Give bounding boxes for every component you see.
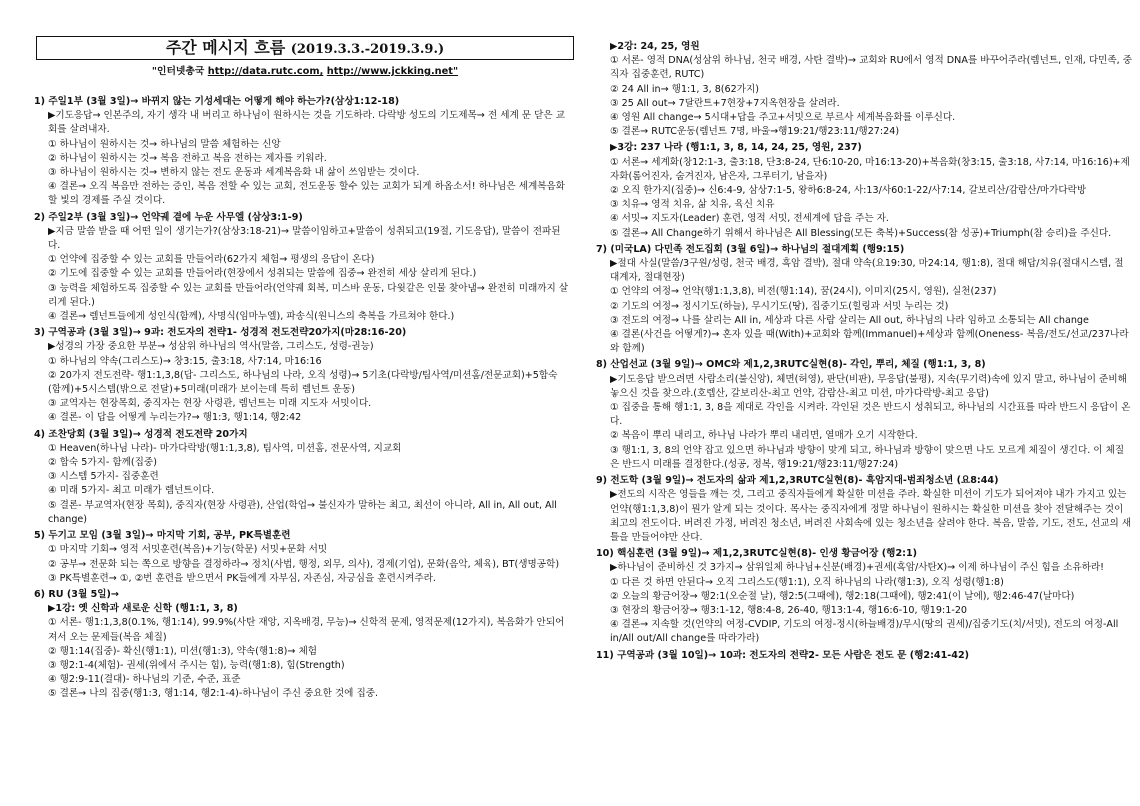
list-item: ② 오늘의 황금어장→ 행2:1(오순절 날), 행2:5(그때에), 행2:18(그때에), 행2:41(이 날에), 행2:46-47(날마다)	[610, 590, 1075, 602]
list-item: ② 기도의 여정→ 정시기도(하늘), 무시기도(땅), 집중기도(힐링과 서밋 누리는 것)	[610, 300, 949, 312]
section	[596, 141, 1132, 240]
list-item: ④ 서밋→ 지도자(Leader) 훈련, 영적 서밋, 전세계에 답을 주는 자.	[610, 213, 889, 225]
list-item: ① 다른 것 하면 안된다→ 오직 그리스도(행1:1), 오직 하나님의 나라(행1:3), 오직 성령(행1:8)	[610, 576, 1004, 588]
page-title: 주간 메시지 흐름	[165, 38, 286, 57]
list-item: ② 오직 한가지(집중)→ 신6:4-9, 삼상7:1-5, 왕하6:8-24, 사:13/사60:1-22/사7:14, 갈보리산/감람산/마가다락방	[610, 185, 1087, 197]
subsection-heading: ▶3강: 237 나라 (행1:1, 3, 8, 14, 24, 25, 영원, 237)	[610, 142, 862, 154]
section-heading: 4) 조찬당회 (3월 3일)→ 성경적 전도전략 20가지	[34, 428, 248, 440]
list-item: ① 서론→ 세계화(창12:1-3, 출3:18, 단3:8-24, 단6:10-20, 마16:13-20)+복음화(창3:15, 출3:18, 사7:14, 마16:16)+제자화(롬어진자, 숨겨진자, 남은자, 그루터기, 남을자)	[610, 156, 1130, 182]
list-item: ⑤ 결론- 부교역자(현장 목회), 중직자(현장 사령관), 산업(학업→ 불신자가 말하는 최고, 최선이 아니라, All in, All out, All change)	[48, 499, 557, 525]
list-item: ④ 결론- 이 답을 어떻게 누리는가?→ 행1:3, 행1:14, 행2:42	[48, 412, 302, 424]
list-item: ④ 영원 All change→ 5시대+답을 주고+서밋으로 부르사 세계복음화를 이루신다.	[610, 112, 956, 124]
list-item: ② 하나님이 원하시는 것→ 복음 전하고 복음 전하는 제자를 키워라.	[48, 152, 327, 164]
site-link-jckking[interactable]: http://www.jckking.net"	[326, 66, 459, 77]
list-item: ② 기도에 집중할 수 있는 교회를 만들어라(현장에서 성취되는 말씀에 집중→ 완전히 세상 살리게 된다.)	[48, 268, 477, 280]
section-paragraph: ▶전도의 시작은 영들을 깨는 것, 그리고 중직자들에게 확실한 미션을 주라. 확실한 미션이 기도가 되어져야 내가 가지고 있는 언약(행1:1,3,8)이 뭔가 알게 되는 것이다. 목사는 중직자에게 정말 하나님이 원하시는 확실한 미션을 찾아 전달해주는 것이 최고의 전도이다. 버려진 가정, 버려진 청소년, 버려진 사회속에 있는 청소년을 살려야 한다. 복음, 말씀, 기도, 전도, 선교의 새틀을 만들어야만 산다.	[610, 489, 1132, 543]
section-heading: 8) 산업선교 (3월 9일)→ OMC와 제1,2,3RUTC실현(8)- 각인, 뿌리, 체질 (행1:1, 3, 8)	[596, 359, 986, 371]
list-item: ③ 행2:1-4(체험)- 권세(위에서 주시는 힘), 능력(행1:8), 힘(Strength)	[48, 659, 345, 671]
left-column	[34, 93, 570, 702]
site-links	[36, 63, 574, 77]
section	[596, 243, 1132, 357]
section-heading: 2) 주일2부 (3월 3일)→ 언약궤 곁에 누운 사무엘 (삼상3:1-9)	[34, 211, 303, 223]
list-item: ② 합숙 5가지- 함께(집중)	[48, 457, 157, 469]
list-item: ④ 결론→ 지속할 것(언약의 여정-CVDIP, 기도의 여정-정시(하늘배경)/무시(땅의 권세)/집중기도(치/서밋), 전도의 여정-All in/All out/All change를 따라가라)	[610, 619, 1119, 645]
section-heading: 6) RU (3월 5일)→	[34, 588, 119, 600]
list-item: ⑤ 결론→ All Change하기 위해서 하나님은 All Blessing(모든 축복)+Success(참 성공)+Triumph(참 승리)을 주신다.	[610, 227, 1112, 239]
section-paragraph: ▶성경의 가장 중요한 부분→ 성삼위 하나님의 역사(말씀, 그리스도, 성령-권능)	[48, 341, 374, 353]
list-item: ① Heaven(하나님 나라)- 마가다락방(행1:1,3,8), 팀사역, 미션홈, 전문사역, 지교회	[48, 442, 402, 454]
list-item: ① 서론- 영적 DNA(성삼위 하나님, 천국 배경, 사탄 결박)→ 교회와 RU에서 영적 DNA를 바꾸어주라(렘넌트, 인재, 다민족, 중직자 집중훈련, RUTC)	[610, 55, 1133, 81]
list-item: ③ 치유→ 영적 치유, 삶 치유, 육신 치유	[610, 199, 775, 211]
list-item: ① 하나님이 원하시는 것→ 하나님의 말씀 체험하는 신앙	[48, 138, 281, 150]
section-heading: 1) 주일1부 (3월 3일)→ 바뀌지 않는 기성세대는 어떻게 해야 하는가?(삼상1:12-18)	[34, 96, 400, 107]
list-item: ③ 현장의 황금어장→ 행3:1-12, 행8:4-8, 26-40, 행13:1-4, 행16:6-10, 행19:1-20	[610, 604, 968, 616]
section-paragraph: ▶기도응답→ 인본주의, 자기 생각 내 버리고 하나님이 원하시는 것을 기도하라. 다락방 성도의 기도제목→ 전 세계 문 닫은 교회를 살려내자.	[48, 110, 565, 136]
list-item: ② 복음이 뿌리 내리고, 하나님 나라가 뿌리 내리면, 열매가 오기 시작한다.	[610, 430, 918, 442]
list-item: ① 언약의 여정→ 언약(행1:1,3,8), 비전(행1:14), 꿈(24시), 이미지(25시, 영원), 실천(237)	[610, 286, 997, 298]
section	[34, 211, 570, 325]
list-item: ① 서론- 행1:1,3,8(0.1%, 행1:14), 99.9%(사탄 재앙, 지옥배경, 무능)→ 신학적 문제, 영적문제(12가지), 복음화가 안되어져서 오는 문제들(복음 체질)	[48, 617, 565, 643]
section	[596, 649, 1132, 663]
section	[34, 326, 570, 425]
list-item: ④ 결론→ 오직 복음만 전하는 증인, 복음 전할 수 있는 교회, 전도운동 할수 있는 교회가 되게 하옵소서! 하나님은 세계복음화 할 빛의 경제를 주실 것이다.	[48, 181, 566, 207]
section-paragraph: ▶하나님이 준비하신 것 3가지→ 삼위일체 하나님+신분(배경)+권세(흑암/사탄X)→ 이제 하나님이 주신 힘을 소유하라!	[610, 562, 1104, 574]
list-item: ③ 전도의 여정→ 나를 살리는 All in, 세상과 다른 사람 살리는 All out, 하나님의 나라 임하고 소통되는 All change	[610, 314, 1089, 326]
right-column	[596, 38, 1132, 663]
section	[596, 358, 1132, 472]
section	[596, 547, 1132, 646]
list-item: ② 20가지 전도전략- 행1:1,3,8(답- 그리스도, 하나님의 나라, 오직 성령)→ 5기초(다락방/팀사역/미션홈/전문교회)+5합숙(함께)+5시스템(밖으로 전달)+5미래(미래가 보이는데 특히 렘넌트 운동)	[48, 369, 558, 396]
list-item: ③ PK특별훈련→ ①, ②번 훈련을 받으면서 PK들에게 자부심, 자존심, 자긍심을 훈련시켜주라.	[48, 572, 436, 584]
section	[34, 588, 570, 702]
section-paragraph: ▶절대 사실(말씀/3구원/성령, 천국 배경, 흑암 결박), 절대 약속(요19:30, 마24:14, 행1:8), 절대 해답/치유(절대시스템, 절대계자, 절대현장)	[610, 258, 1124, 284]
section	[34, 428, 570, 527]
section-heading: 9) 전도학 (3월 9일)→ 전도자의 삶과 제1,2,3RUTC실현(8)- 흑암지대-범죄청소년 (요8:44)	[596, 475, 999, 487]
list-item: ③ 하나님이 원하시는 것→ 변하지 않는 전도 운동과 세계복음화 내 삶이 쓰임받는 것이다.	[48, 167, 420, 179]
list-item: ① 집중을 통해 행1:1, 3, 8을 제대로 각인을 시켜라. 각인된 것은 반드시 성취되고, 하나님의 시간표를 따라 반드시 응답이 온다.	[610, 402, 1131, 428]
list-item: ③ 교역자는 현장목회, 중직자는 현장 사령관, 렘넌트는 미래 지도자 서밋이다.	[48, 398, 372, 410]
list-item: ① 하나님의 약속(그리스도)→ 창3:15, 출3:18, 사7:14, 마16:16	[48, 355, 322, 367]
list-item: ④ 결론→ 렘넌트들에게 성인식(함께), 사명식(임마누엘), 파송식(원니스의 축복을 가르쳐야 한다.)	[48, 311, 455, 323]
list-item: ① 마지막 기회→ 영적 서밋훈련(복음)+기능(학문) 서밋+문화 서밋	[48, 544, 328, 556]
section-heading: 10) 핵심훈련 (3월 9일)→ 제1,2,3RUTC실현(8)- 인생 황금어장 (행2:1)	[596, 548, 918, 560]
section	[596, 474, 1132, 545]
list-item: ③ 25 All out→ 7달란트+7현장+7지옥현장을 살려라.	[610, 97, 840, 109]
section-paragraph: ▶기도응답 받으려면 사람소리(불신앙), 체면(허영), 판단(비판), 무응답(불평), 지속(무기력)속에 있지 말고, 하나님이 준비해 놓으신 것을 찾으라.(호렙산, 갈보리산-최고 언약, 감람산-최고 미션, 마가다락방-최고 응답)	[610, 373, 1127, 399]
list-item: ② 공부→ 전문화 되는 쪽으로 방향을 결정하라→ 정치(사법, 행정, 외무, 의사), 경제(기업), 문화(음악, 체육), BT(생명공학)	[48, 558, 560, 570]
list-item: ③ 능력을 체험하도록 집중할 수 있는 교회를 만들어라(언약궤 회복, 미스바 운동, 다윗같은 인물 찾아냄→ 완전히 미래까지 살리게 된다.)	[48, 282, 569, 308]
subsection-heading: ▶2강: 24, 25, 영원	[610, 41, 700, 52]
list-item: ⑤ 결론→ RUTC운동(렘넌트 7명, 바울→행19:21/행23:11/행27:24)	[610, 126, 900, 138]
list-item: ④ 미래 5가지- 최고 미래가 렘넌트이다.	[48, 485, 215, 497]
list-item: ④ 행2:9-11(결대)- 하나님의 기준, 수준, 표준	[48, 674, 241, 686]
subsection-heading: ▶1강: 옛 신학과 새로운 신학 (행1:1, 3, 8)	[48, 603, 238, 615]
sites-label: "인터넷총국	[151, 66, 205, 77]
section-heading: 5) 두기고 모임 (3월 3일)→ 마지막 기회, 공부, PK특별훈련	[34, 530, 291, 542]
section-paragraph: ▶지금 말씀 받을 때 어떤 일이 생기는가?(삼상3:18-21)→ 말씀이임하고+말씀이 성취되고(19절, 기도응답), 말씀이 전파된다.	[48, 225, 561, 252]
list-item: ④ 결론(사건을 어떻게?)→ 혼자 있을 때(With)+교회와 함께(Immanuel)+세상과 함께(Oneness- 복음/전도/선교/237나라와 함께)	[610, 329, 1129, 355]
list-item: ③ 행1:1, 3, 8의 언약 잡고 있으면 하나님과 방향이 맞게 되고, 하나님과 방향이 맞으면 나도 모르게 체질이 생긴다. 이 체질은 반드시 미래를 결정한다.(성공, 정복, 행19:21/행23:11/행27:24)	[610, 444, 1125, 470]
section-heading: 7) (미국LA) 다민족 전도집회 (3월 6일)→ 하나님의 절대계획 (행9:15)	[596, 243, 905, 255]
list-item: ③ 시스템 5가지- 집중훈련	[48, 471, 159, 483]
title-box	[36, 36, 574, 60]
section	[34, 95, 570, 209]
list-item: ⑤ 결론→ 나의 집중(행1:3, 행1:14, 행2:1-4)-하나님이 주신 중요한 것에 집중.	[48, 688, 379, 700]
list-item: ① 언약에 집중할 수 있는 교회를 만들어라(62가지 체험→ 평생의 응답이 온다)	[48, 254, 375, 266]
list-item: ② 행1:14(집중)- 확신(행1:1), 미션(행1:3), 약속(행1:8)→ 체험	[48, 645, 318, 657]
section	[596, 40, 1132, 139]
section-heading: 11) 구역공과 (3월 10일)→ 10과: 전도자의 전략2- 모든 사람은 전도 문 (행2:41-42)	[596, 649, 970, 661]
site-link-data[interactable]: http://data.rutc.com,	[207, 66, 324, 77]
title-dates: (2019.3.3.-2019.3.9.)	[290, 42, 445, 57]
section	[34, 529, 570, 586]
list-item: ② 24 All in→ 행1:1, 3, 8(62가지)	[610, 83, 760, 95]
section-heading: 3) 구역공과 (3월 3일)→ 9과: 전도자의 전략1- 성경적 전도전략20가지(마28:16-20)	[34, 327, 407, 339]
